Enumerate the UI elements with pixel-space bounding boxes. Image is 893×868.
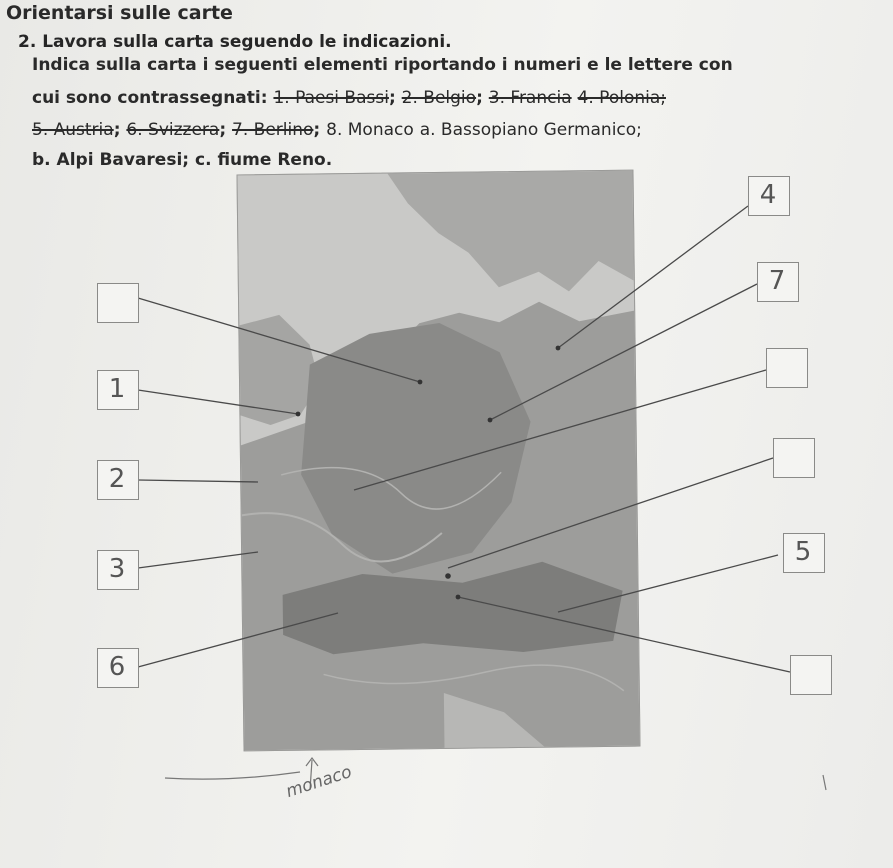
item-bassopiano: a. Bassopiano Germanico; <box>419 120 642 140</box>
answer-box-right-4[interactable] <box>773 438 815 478</box>
section-title: Orientarsi sulle carte <box>6 2 233 24</box>
item-francia: 3. Francia <box>488 88 572 108</box>
item-svizzera: 6. Svizzera <box>126 120 220 140</box>
answer-text-left-3: 2 <box>108 464 126 494</box>
answer-box-left-1[interactable] <box>97 283 139 323</box>
item-austria: 5. Austria <box>32 120 114 140</box>
item-polonia: 4. Polonia; <box>577 88 666 108</box>
instruction-line-2: cui sono contrassegnati: 1. Paesi Bassi; 2. Belgio; 3. Francia 4. Polonia; <box>32 88 666 108</box>
answer-text-right-1: 4 <box>759 180 777 210</box>
exercise-heading: 2. Lavora sulla carta seguendo le indicazioni. <box>18 32 452 52</box>
item-belgio: 2. Belgio <box>401 88 477 108</box>
answer-text-right-2: 7 <box>768 266 786 296</box>
item-paesi-bassi: 1. Paesi Bassi <box>273 88 389 108</box>
answer-box-right-6[interactable] <box>790 655 832 695</box>
handwritten-note-monaco: monaco <box>283 761 355 803</box>
answer-text-left-4: 3 <box>108 554 126 584</box>
answer-text-right-5: 5 <box>794 537 812 567</box>
item-monaco: 8. Monaco <box>326 120 414 140</box>
item-berlino: 7. Berlino <box>232 120 314 140</box>
instruction-line-4: b. Alpi Bavaresi; c. fiume Reno. <box>32 150 333 170</box>
instruction-line-3: 5. Austria; 6. Svizzera; 7. Berlino; 8. Monaco a. Bassopiano Germanico; <box>32 120 642 140</box>
instruction-line-1: Indica sulla carta i seguenti elementi riportando i numeri e le lettere con <box>32 55 733 75</box>
instruction-prefix: cui sono contrassegnati: <box>32 88 274 108</box>
answer-text-left-5: 6 <box>108 652 126 682</box>
answer-box-right-3[interactable] <box>766 348 808 388</box>
answer-text-left-2: 1 <box>108 374 126 404</box>
